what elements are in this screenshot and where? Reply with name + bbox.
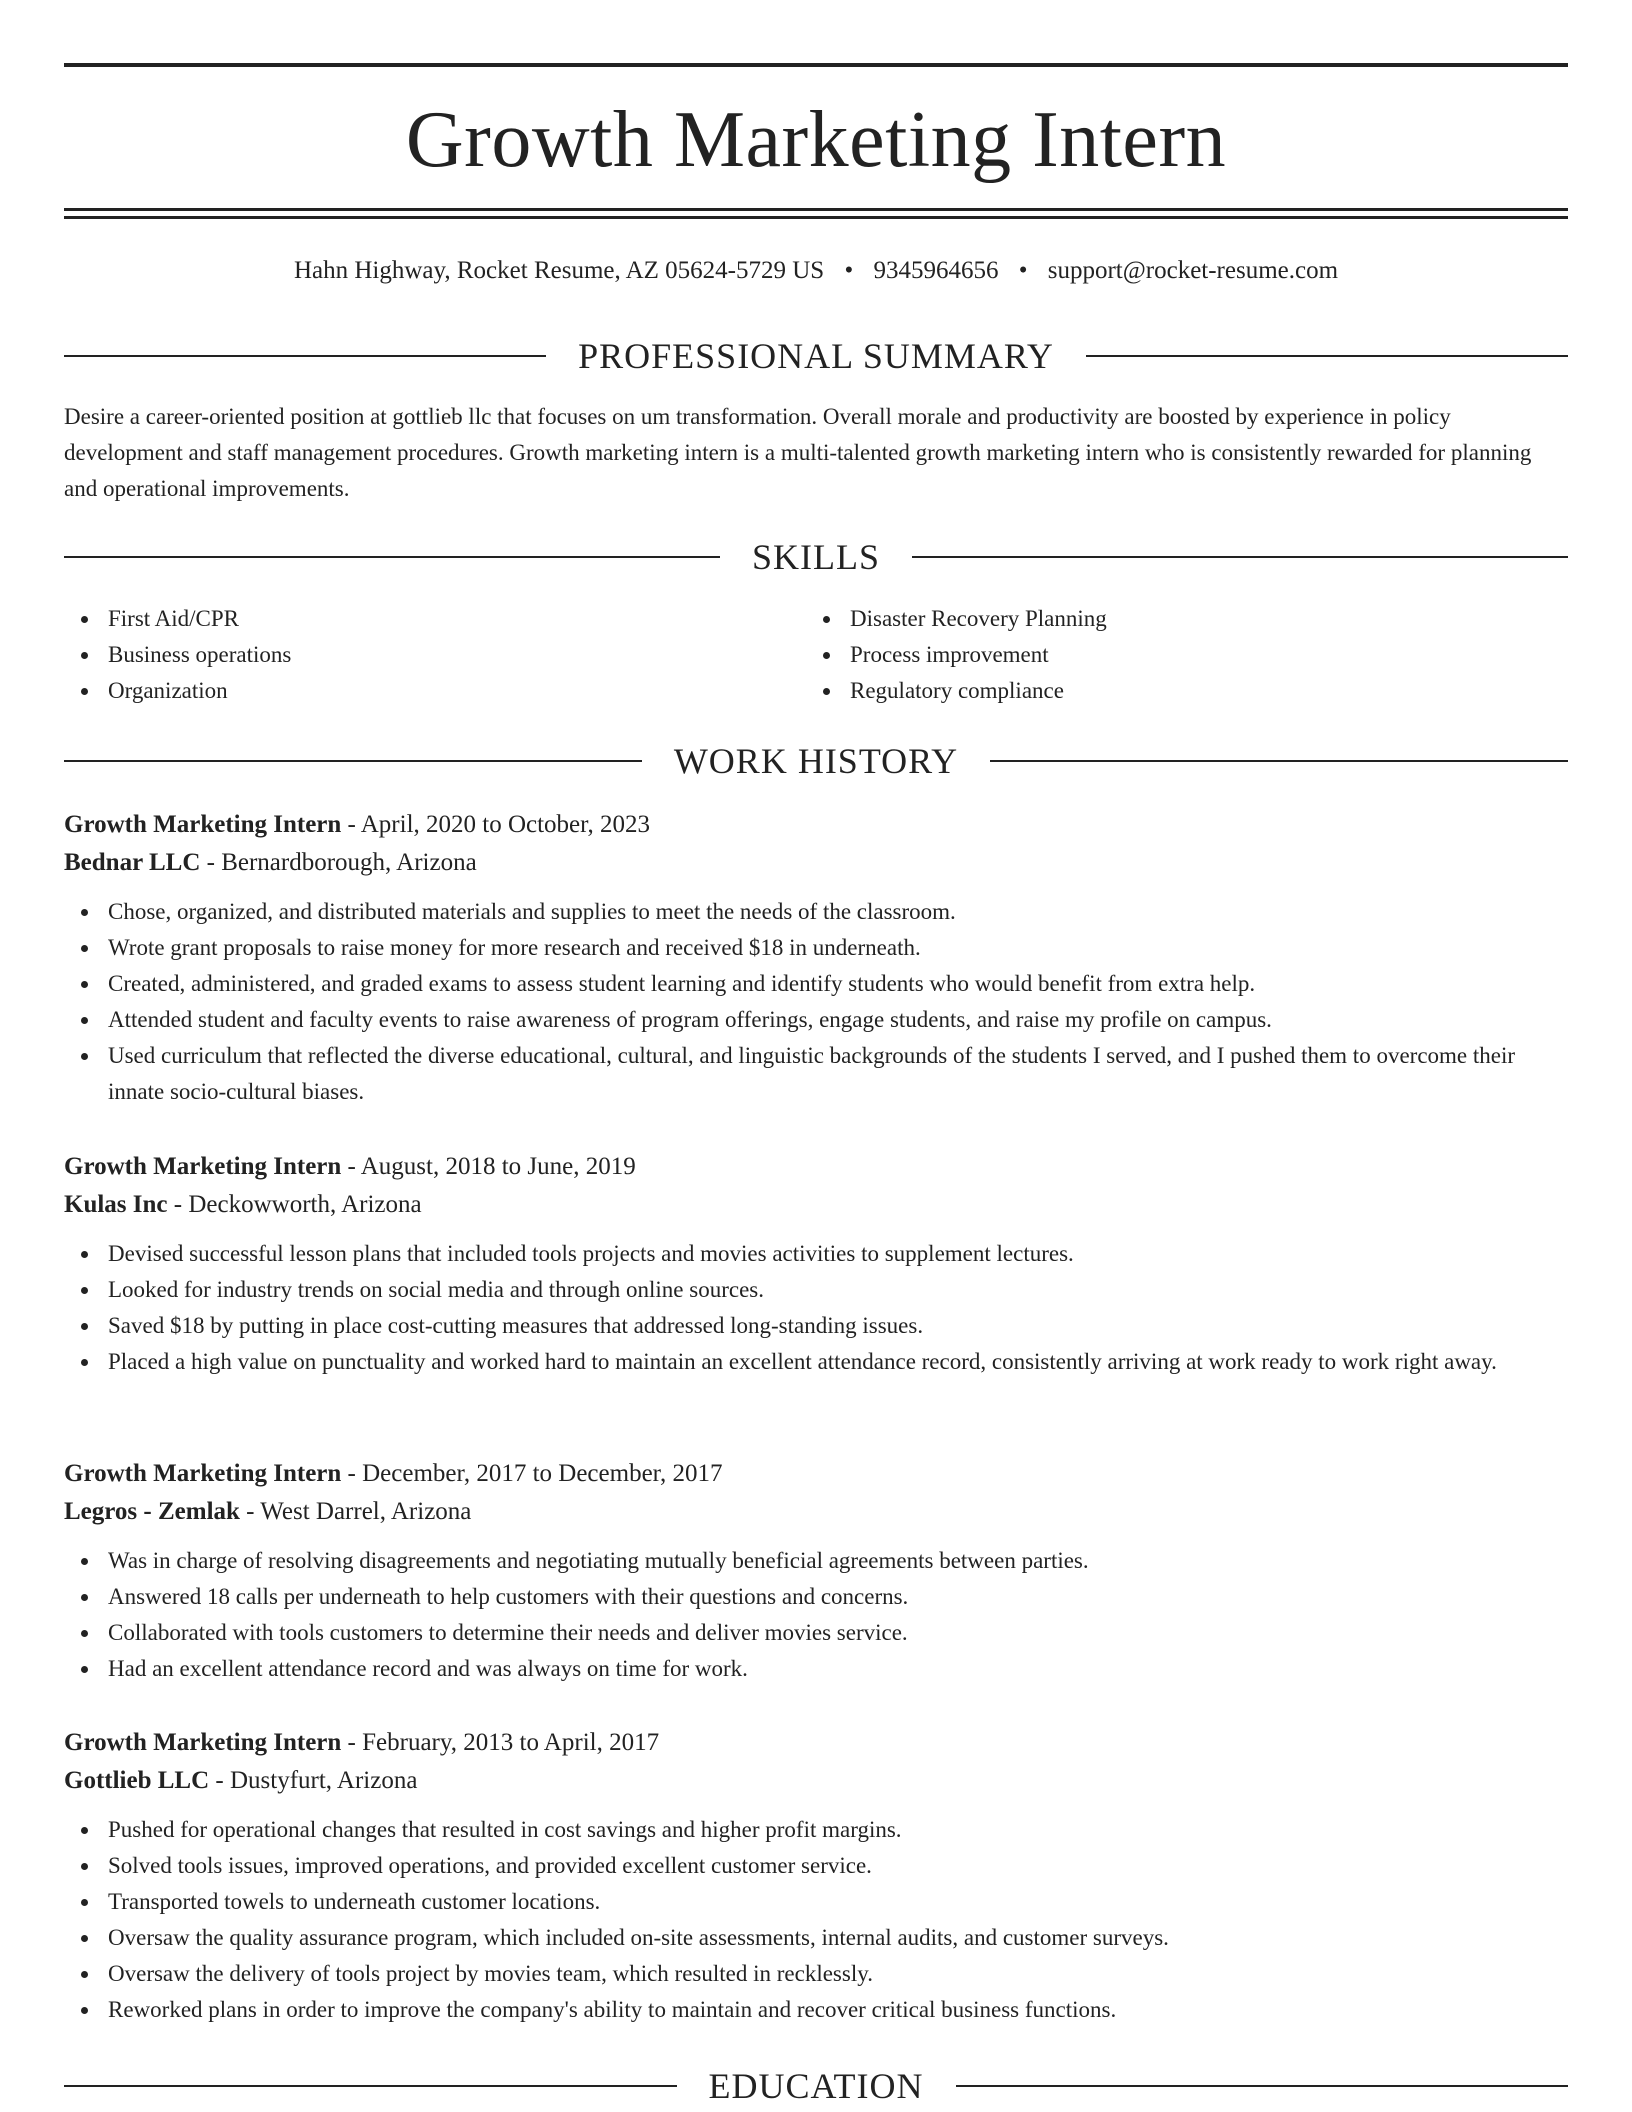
job-company: Gottlieb LLC	[64, 1767, 210, 1794]
job-bullets	[64, 1236, 1568, 1380]
job-title-line	[64, 1148, 1568, 1186]
job-bullets	[64, 1812, 1568, 2028]
job-bullet: Created, administered, and graded exams to assess student learning and identify students who would benefit from extra help.	[64, 966, 1568, 1002]
job-dates: - February, 2013 to April, 2017	[341, 1729, 660, 1756]
job-bullet: Collaborated with tools customers to determine their needs and deliver movies service.	[64, 1615, 1568, 1651]
summary-paragraph: Desire a career-oriented position at gottlieb llc that focuses on um transformation. Overall morale and productivity are boosted by experience in policy development and staff management procedures. Growth marketing intern is a multi-talented growth marketing intern who is consistently rewarded for planning and operational improvements.	[64, 404, 1532, 501]
job-bullet: Had an excellent attendance record and was always on time for work.	[64, 1651, 1568, 1687]
job-bullet: Saved $18 by putting in place cost-cutting measures that addressed long-standing issues.	[64, 1308, 1568, 1344]
job-entry	[64, 1724, 1568, 2028]
job-dates: - December, 2017 to December, 2017	[341, 1460, 723, 1487]
heading-rule-right	[990, 760, 1568, 762]
skill-item: Business operations	[64, 637, 764, 673]
job-bullet: Chose, organized, and distributed materials and supplies to meet the needs of the classroom.	[64, 894, 1568, 930]
job-company-line	[64, 1762, 1568, 1800]
heading-rule-right	[1086, 355, 1568, 357]
job-bullets	[64, 1543, 1568, 1687]
job-location: - Deckowworth, Arizona	[167, 1191, 422, 1218]
job-title-line	[64, 1724, 1568, 1762]
job-company: Bednar LLC	[64, 849, 201, 876]
contact-email: support@rocket-resume.com	[1047, 257, 1339, 284]
section-title: PROFESSIONAL SUMMARY	[578, 336, 1054, 376]
skill-item: Disaster Recovery Planning	[806, 601, 1506, 637]
section-heading-summary	[64, 334, 1568, 378]
job-entry	[64, 806, 1568, 1110]
section-heading-education	[64, 2064, 1568, 2108]
job-company-line	[64, 1493, 1568, 1531]
job-dates: - August, 2018 to June, 2019	[341, 1153, 636, 1180]
heading-rule-right	[912, 556, 1568, 558]
job-title: Growth Marketing Intern	[64, 1153, 342, 1180]
job-bullets	[64, 894, 1568, 1110]
header-top-rule	[64, 63, 1568, 67]
job-location: - Dustyfurt, Arizona	[209, 1767, 418, 1794]
skill-item: Organization	[64, 673, 764, 709]
skill-item: First Aid/CPR	[64, 601, 764, 637]
heading-rule-left	[64, 355, 546, 357]
job-title: Growth Marketing Intern	[64, 1729, 342, 1756]
job-entry	[64, 1148, 1568, 1380]
skill-item: Regulatory compliance	[806, 673, 1506, 709]
job-bullet: Solved tools issues, improved operations, and provided excellent customer service.	[64, 1848, 1568, 1884]
job-title-line	[64, 1455, 1568, 1493]
job-bullet: Was in charge of resolving disagreements and negotiating mutually beneficial agreements between parties.	[64, 1543, 1568, 1579]
section-title: SKILLS	[752, 537, 881, 577]
heading-rule-left	[64, 2085, 677, 2087]
job-bullet: Pushed for operational changes that resulted in cost savings and higher profit margins.	[64, 1812, 1568, 1848]
section-heading-skills	[64, 535, 1568, 579]
job-bullet: Used curriculum that reflected the diverse educational, cultural, and linguistic backgrounds of the students I served, and I pushed them to overcome their innate socio-cultural biases.	[64, 1038, 1568, 1110]
job-location: - West Darrel, Arizona	[239, 1498, 472, 1525]
job-entry	[64, 1455, 1568, 1687]
job-bullet: Oversaw the quality assurance program, which included on-site assessments, internal audits, and customer surveys.	[64, 1920, 1568, 1956]
job-title-line	[64, 806, 1568, 844]
header-double-rule	[64, 208, 1568, 219]
job-location: - Bernardborough, Arizona	[200, 849, 477, 876]
job-company: Kulas Inc	[64, 1191, 168, 1218]
job-bullet: Devised successful lesson plans that included tools projects and movies activities to supplement lectures.	[64, 1236, 1568, 1272]
contact-line	[64, 254, 1568, 288]
job-bullet: Answered 18 calls per underneath to help customers with their questions and concerns.	[64, 1579, 1568, 1615]
section-title: EDUCATION	[708, 2066, 924, 2106]
job-title: Growth Marketing Intern	[64, 1460, 342, 1487]
contact-separator: •	[844, 257, 854, 284]
job-company: Legros - Zemlak	[64, 1498, 240, 1525]
section-title: WORK HISTORY	[673, 741, 959, 781]
skills-list-left	[64, 601, 764, 709]
job-bullet: Looked for industry trends on social media and through online sources.	[64, 1272, 1568, 1308]
contact-address: Hahn Highway, Rocket Resume, AZ 05624-5729 US	[293, 257, 825, 284]
job-bullet: Placed a high value on punctuality and worked hard to maintain an excellent attendance record, consistently arriving at work ready to work right away.	[64, 1344, 1568, 1380]
job-dates: - April, 2020 to October, 2023	[341, 811, 650, 838]
heading-rule-right	[956, 2085, 1569, 2087]
heading-rule-left	[64, 556, 720, 558]
job-company-line	[64, 844, 1568, 882]
contact-separator: •	[1018, 257, 1028, 284]
job-bullet: Reworked plans in order to improve the company's ability to maintain and recover critical business functions.	[64, 1992, 1568, 2028]
section-heading-work-history	[64, 739, 1568, 783]
heading-rule-left	[64, 760, 642, 762]
job-title: Growth Marketing Intern	[64, 811, 342, 838]
job-bullet: Transported towels to underneath customer locations.	[64, 1884, 1568, 1920]
job-bullet: Oversaw the delivery of tools project by movies team, which resulted in recklessly.	[64, 1956, 1568, 1992]
resume-name-title: Growth Marketing Intern	[405, 96, 1227, 184]
job-company-line	[64, 1186, 1568, 1224]
skills-list-right	[806, 601, 1506, 709]
job-bullet: Attended student and faculty events to raise awareness of program offerings, engage students, and raise my profile on campus.	[64, 1002, 1568, 1038]
skill-item: Process improvement	[806, 637, 1506, 673]
contact-phone: 9345964656	[873, 257, 999, 284]
job-bullet: Wrote grant proposals to raise money for more research and received $18 in underneath.	[64, 930, 1568, 966]
